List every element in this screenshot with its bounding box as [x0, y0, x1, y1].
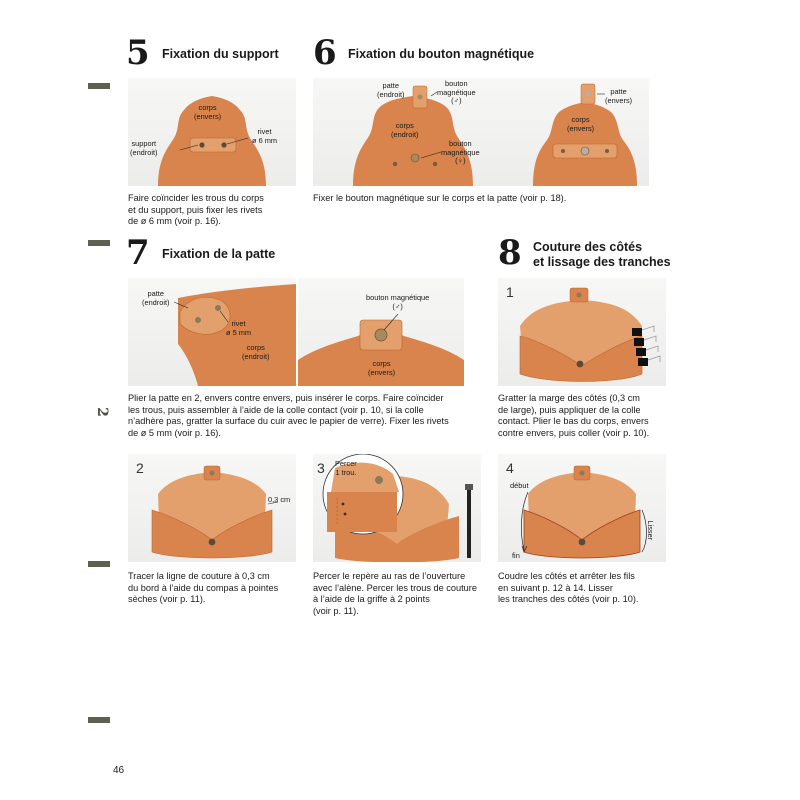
label-lisser: Lisser [646, 520, 656, 541]
photo-2-illustration [128, 454, 296, 562]
photo-number-3: 3 [317, 460, 325, 476]
step-7-photo-1 [128, 278, 296, 386]
label-bouton-magnetique-2: bouton magnétique (♀) [441, 139, 480, 166]
magnetic-button-2 [581, 147, 589, 155]
label-patte-2: patte (envers) [605, 87, 633, 105]
label-debut: début [510, 481, 529, 490]
photo-number-1: 1 [506, 284, 514, 300]
label-rivet: rivet ø 5 mm [226, 319, 252, 337]
chapter-number: 2 [93, 407, 110, 417]
label-percer: Percer 1 trou. [335, 459, 357, 477]
magnetic-button [375, 329, 387, 341]
step-5-photo [128, 78, 296, 186]
photo-3 [313, 454, 481, 562]
step-8-photo-1 [498, 278, 666, 386]
leather-tab [180, 297, 230, 334]
photo-4 [498, 454, 666, 562]
awl-tool [467, 488, 471, 558]
step-8-number: 8 [498, 233, 522, 273]
label-0-3-cm: 0,3 cm [268, 495, 291, 504]
step-6-photo-illustration [313, 78, 649, 186]
step-7-title: Fixation de la patte [162, 247, 276, 261]
step-8-photo-1-illustration [498, 278, 666, 386]
margin-mark-2 [88, 240, 110, 246]
step-6-number: 6 [313, 33, 337, 73]
label-fin: fin [512, 551, 520, 560]
photo-number-4: 4 [506, 460, 514, 476]
photo-4-illustration [498, 454, 666, 562]
label-rivet: rivet ø 6 mm [252, 127, 278, 145]
label-corps-2: corps (envers) [567, 115, 595, 133]
label-patte: patte (endroit) [377, 81, 405, 99]
photo-2 [128, 454, 296, 562]
label-corps: corps (endroit) [242, 343, 270, 361]
margin-mark-1 [88, 83, 110, 89]
step-5-title: Fixation du support [162, 47, 279, 61]
label-corps: corps (envers) [194, 103, 222, 121]
step-6-photo [313, 78, 649, 186]
label-corps-2: corps (envers) [368, 359, 396, 377]
page-number: 46 [113, 765, 125, 776]
step-6-title: Fixation du bouton magnétique [348, 47, 535, 61]
step-7-photo-2 [298, 278, 464, 386]
label-corps: corps (endroit) [391, 121, 419, 139]
label-patte: patte (endroit) [142, 289, 170, 307]
step-7-number: 7 [126, 233, 150, 273]
step-7-caption: Plier la patte en 2, envers contre envers, puis insérer le corps. Faire coïncider les trous, puis assembler à l’aide de la colle contact (voir p. 10, si la colle n’adhère pas, gratter la surface du cuir avec le papier de verre). Fixer les rivets de ø 5 mm (voir p. 16). [128, 393, 449, 438]
magnetic-button [411, 154, 419, 162]
margin-mark-4 [88, 717, 110, 723]
photo-3-caption: Percer le repère au ras de l’ouverture avec l’alène. Percer les trous de couture à l’aide de la griffe à 2 points (voir p. 11). [313, 571, 477, 616]
margin-mark-3 [88, 561, 110, 567]
label-bouton-magnetique: bouton magnétique (♂) [437, 79, 476, 106]
photo-2-caption: Tracer la ligne de couture à 0,3 cm du bord à l’aide du compas à pointes sèches (voir p. 11). [128, 571, 279, 605]
label-support: support (endroit) [130, 139, 158, 157]
photo-4-caption: Coudre les côtés et arrêter les fils en suivant p. 12 à 14. Lisser les tranches des côtés (voir p. 10). [498, 571, 639, 605]
rivet-dot [199, 142, 204, 147]
step-8-title: Couture des côtés et lissage des tranches [533, 240, 671, 269]
photo-number-2: 2 [136, 460, 144, 476]
step-6-caption: Fixer le bouton magnétique sur le corps et la patte (voir p. 18). [313, 193, 567, 203]
step-5-caption: Faire coïncider les trous du corps et du support, puis fixer les rivets de ø 6 mm (voir p. 16). [128, 193, 264, 227]
step-5-number: 5 [126, 33, 150, 73]
rivet-dot [221, 142, 226, 147]
step-8-caption: Gratter la marge des côtés (0,3 cm de large), puis appliquer de la colle contact. Plier le bas du corps, envers contre envers, puis coller (voir p. 10). [498, 393, 650, 438]
label-bouton-magnetique: bouton magnétique (♂) [366, 293, 430, 311]
